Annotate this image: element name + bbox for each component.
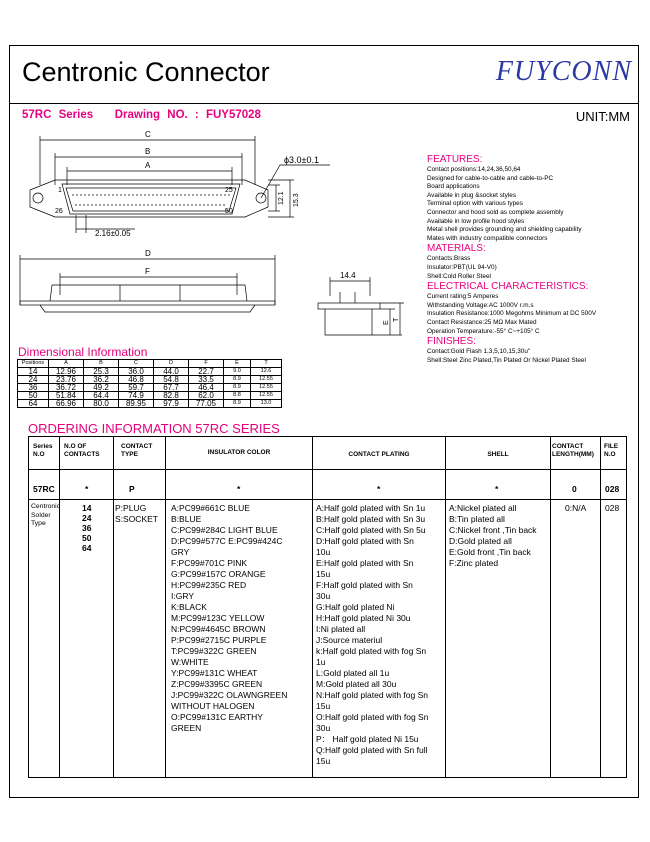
insulator-color-option: WITHOUT HALOGEN (171, 701, 255, 711)
electrical-heading: ELECTRICAL CHARACTERISTICS: (427, 281, 589, 293)
dimensions-cell: 66.96 (49, 400, 84, 408)
feature-item: Connector and hood sold as complete assembly (427, 208, 564, 216)
shell-option: D:Gold plated all (449, 536, 512, 546)
dimensions-cell: 49.2 (84, 384, 119, 392)
drawing-number: Drawing NO. : FUY57028 (114, 109, 261, 121)
shell-option: B:Tin plated all (449, 514, 505, 524)
dimensions-cell: 23.76 (49, 376, 84, 384)
contact-plating-option: Q:Half gold plated with Sn full (316, 745, 428, 755)
contact-plating-option: J:Source materiul (316, 635, 383, 645)
series-desc-line: Type (31, 520, 46, 527)
contact-plating-option: 1u (316, 657, 326, 667)
dimensions-heading: Dimensional Information (18, 345, 148, 359)
dimensions-cell: 80.0 (84, 400, 119, 408)
width-14-4-label: 14.4 (340, 271, 356, 280)
finish-item: Shell:Steel Zinc Plated,Tin Plated Or Nickel Plated Steel (427, 356, 586, 364)
dimensions-cell: 25.3 (84, 368, 119, 376)
insulator-color-option: W:WHITE (171, 657, 209, 667)
code-series: 57RC (33, 484, 55, 494)
dimensions-cell: 8.9 (224, 384, 251, 392)
electrical-item: Current rating:5 Amperes (427, 293, 499, 301)
contact-plating-option: F:Half gold plated with Sn (316, 580, 413, 590)
page-title: Centronic Connector (22, 57, 270, 87)
insulator-color-option: O:PC99#131C EARTHY (171, 712, 263, 722)
contact-plating-option: O:Half gold plated with fog Sn (316, 712, 429, 722)
code-plating: * (377, 484, 381, 494)
dimensions-cell: 8.8 (224, 392, 251, 400)
height-12-1-label: 12.1 (278, 191, 285, 205)
dimensions-cell: 24 (18, 376, 49, 384)
col-divider (59, 437, 60, 777)
contact-plating-option: 15u (316, 756, 331, 766)
contact-plating-option: D:Half gold plated with Sn (316, 536, 414, 546)
dimensions-header-cell: D (154, 360, 189, 368)
feature-item: Available in plug &socket styles (427, 191, 517, 199)
dimensions-cell: 13.0 (251, 400, 282, 408)
series-desc-line: Solder (31, 511, 51, 519)
height-15-3-label: 15.3 (293, 193, 300, 207)
dim-d-label: D (145, 249, 151, 258)
dim-c-label: C (145, 130, 151, 139)
dimensions-cell: 46.4 (189, 384, 224, 392)
insulator-color-option: A:PC99#661C BLUE (171, 503, 250, 513)
dimensions-cell: 74.9 (119, 392, 154, 400)
contact-plating-option: 30u (316, 591, 331, 601)
hole-dim-label: ϕ3.0±0.1 (284, 155, 320, 165)
dimensions-header-cell: C (119, 360, 154, 368)
shell-option: C:Nickel front ,Tin back (449, 525, 537, 535)
dimensions-cell: 14 (18, 368, 49, 376)
dimensions-header-cell: T (251, 360, 282, 368)
header-contacts: N.O OF CONTACTS (64, 443, 100, 458)
shell-list (449, 503, 549, 569)
insulator-color-option: M:PC99#123C YELLOW (171, 613, 265, 623)
materials-list (427, 255, 637, 281)
contact-types-list (115, 503, 158, 525)
pin-50-label: 50 (225, 208, 233, 215)
col-divider (165, 437, 166, 777)
brand-logo: FUYCONN (495, 56, 632, 87)
header-type: CONTACT TYPE (121, 443, 153, 458)
dimensions-cell: 89.95 (119, 400, 154, 408)
code-contacts: * (85, 484, 89, 494)
dimensions-cell: 9.0 (224, 368, 251, 376)
dimensions-cell: 51.84 (49, 392, 84, 400)
dimensions-cell: 33.5 (189, 376, 224, 384)
feature-item: Terminal option with various types (427, 200, 523, 208)
series-label: 57RC Series (22, 109, 94, 121)
dimensions-header-cell: A (49, 360, 84, 368)
contact-plating-option: A:Half gold plated with Sn 1u (316, 503, 426, 513)
length-value: 0:N/A (565, 503, 587, 513)
code-insulator: * (237, 484, 241, 494)
col-divider (113, 437, 114, 777)
contact-plating-option: E:Half gold plated with Sn (316, 558, 414, 568)
dimensions-header-cell: E (224, 360, 251, 368)
shell-option: F:Zinc plated (449, 558, 499, 568)
dimensions-cell: 36.72 (49, 384, 84, 392)
insulator-color-option: I:GRY (171, 591, 194, 601)
row-divider (29, 499, 626, 500)
dimensions-cell: 22.7 (189, 368, 224, 376)
contacts-list (82, 503, 91, 553)
contact-count-option: 24 (82, 513, 92, 523)
contact-plating-option: P： Half gold plated Ni 15u (316, 734, 419, 744)
dimensions-cell: 12.55 (251, 392, 282, 400)
dimensions-cell: 82.8 (154, 392, 189, 400)
features-list (427, 166, 637, 243)
dimensions-cell: 46.8 (119, 376, 154, 384)
contact-plating-option: k:Half gold plated with fog Sn (316, 646, 427, 656)
electrical-list (427, 293, 637, 336)
dimensions-header-cell: F (189, 360, 224, 368)
col-divider (550, 437, 551, 777)
dimensions-cell: 12.55 (251, 384, 282, 392)
header-plating: CONTACT PLATING (348, 451, 410, 458)
material-item: Insulator:PBT(UL 94-V0) (427, 263, 497, 271)
insulator-color-option: K:BLACK (171, 602, 207, 612)
insulator-color-option: H:PC99#235C RED (171, 580, 247, 590)
contact-plating-option: 30u (316, 723, 331, 733)
material-item: Shell:Cold Roller Steel (427, 272, 491, 280)
electrical-item: Withstanding Voltage:AC 1000V r.m.s (427, 301, 534, 309)
insulator-color-option: P:PC99#2715C PURPLE (171, 635, 267, 645)
contact-plating-option: G:Half gold plated Ni (316, 602, 395, 612)
insulator-color-option: G:PC99#157C ORANGE (171, 569, 266, 579)
insulator-color-option: F:PC99#701C PINK (171, 558, 248, 568)
contact-plating-option: 15u (316, 569, 331, 579)
pin-26-label: 26 (55, 208, 63, 215)
shell-option: A:Nickel plated all (449, 503, 517, 513)
contact-type-option: P:PLUG (115, 503, 147, 513)
feature-item: Available in low profile hood styles (427, 217, 525, 225)
header-series: Series N.O (33, 443, 53, 458)
insulator-color-option: B:BLUE (171, 514, 202, 524)
insulator-color-option: J:PC99#322C OLAWNGREEN (171, 690, 288, 700)
series-description (31, 503, 60, 529)
code-length: 0 (572, 484, 577, 494)
contact-plating-option: I:Ni plated all (316, 624, 366, 634)
dimensions-cell: 36.0 (119, 368, 154, 376)
dimensions-cell: 54.8 (154, 376, 189, 384)
ordering-table (28, 436, 627, 778)
dim-f-label: F (145, 267, 150, 276)
unit-label: UNIT:MM (575, 109, 630, 124)
dimensions-header-cell: Positions (18, 360, 49, 368)
contact-count-option: 14 (82, 503, 92, 513)
dimensions-cell: 8.9 (224, 376, 251, 384)
feature-item: Metal shell provides grounding and shielding capability (427, 226, 582, 234)
finishes-heading: FINISHES: (427, 336, 476, 348)
dimensions-cell: 36 (18, 384, 49, 392)
dimensions-cell: 50 (18, 392, 49, 400)
dimensions-cell: 62.0 (189, 392, 224, 400)
dimensions-cell: 12.55 (251, 376, 282, 384)
dimensions-cell: 36.2 (84, 376, 119, 384)
contact-plating-option: M:Gold plated all 30u (316, 679, 397, 689)
dim-e-label: E (383, 320, 390, 325)
contact-plating-option: 10u (316, 547, 331, 557)
insulator-color-option: T:PC99#322C GREEN (171, 646, 257, 656)
contact-count-option: 50 (82, 533, 92, 543)
dimensions-row (18, 400, 282, 408)
dim-b-label: B (145, 147, 151, 156)
contact-plating-option: B:Half gold plated with Sn 3u (316, 514, 426, 524)
finish-item: Contact:Gold Flash 1,3,5,10,15,30u" (427, 348, 531, 356)
shell-option: E:Gold front ,Tin back (449, 547, 531, 557)
dimensions-cell: 64.4 (84, 392, 119, 400)
feature-item: Mates with industry compatible connectors (427, 234, 548, 242)
code-file: 028 (605, 484, 620, 494)
dim-a-label: A (145, 161, 151, 170)
row-divider (29, 469, 626, 470)
contact-plating-list (316, 503, 446, 767)
insulator-color-option: Y:PC99#131C WHEAT (171, 668, 258, 678)
material-item: Contacts:Brass (427, 255, 471, 263)
header-length: CONTACT LENGTH(MM) (552, 443, 594, 458)
dimensions-cell: 67.7 (154, 384, 189, 392)
contact-count-option: 64 (82, 543, 92, 553)
contact-plating-option: C:Half gold plated with Sn 5u (316, 525, 426, 535)
specifications-block (427, 154, 637, 365)
dim-t-label: T (393, 317, 400, 322)
dimensions-header-cell: B (84, 360, 119, 368)
dimensions-cell: 59.7 (119, 384, 154, 392)
col-divider (312, 437, 313, 777)
electrical-item: Contact Resistance:25 MΩ Max Mated (427, 318, 537, 326)
code-type: P (129, 484, 135, 494)
pitch-dim-label: 2.16±0.05 (95, 229, 131, 238)
contact-type-option: S:SOCKET (115, 514, 158, 524)
feature-item: Contact positions:14,24,36,50,64 (427, 166, 521, 173)
header-insulator: INSULATOR COLOR (207, 449, 271, 456)
dimensions-cell: 12.96 (49, 368, 84, 376)
code-shell: * (495, 484, 499, 494)
header-shell: SHELL (487, 451, 509, 458)
dimensions-cell: 77.05 (189, 400, 224, 408)
dimensions-cell: 8.9 (224, 400, 251, 408)
header-file: FILE N.O (604, 443, 619, 458)
insulator-colors-list (171, 503, 311, 734)
finishes-list (427, 348, 637, 365)
insulator-color-option: C:PC99#284C LIGHT BLUE (171, 525, 278, 535)
series-desc-line: Centronic (31, 503, 61, 510)
contact-plating-option: H:Half gold plated Ni 30u (316, 613, 411, 623)
contact-plating-option: N:Half gold plated with fog Sn (316, 690, 428, 700)
materials-heading: MATERIALS: (427, 243, 486, 255)
features-heading: FEATURES: (427, 154, 483, 165)
insulator-color-option: N:PC99#4645C BROWN (171, 624, 266, 634)
pin-1-label: 1 (58, 187, 62, 194)
file-value: 028 (605, 503, 620, 513)
pin-25-label: 25 (225, 187, 233, 194)
dimensions-cell: 64 (18, 400, 49, 408)
electrical-item: Operation Temperature:-55° C~+105° C (427, 327, 540, 335)
insulator-color-option: GRY (171, 547, 190, 557)
contact-plating-option: 15u (316, 701, 331, 711)
ordering-heading: ORDERING INFORMATION 57RC SERIES (28, 421, 280, 436)
insulator-color-option: GREEN (171, 723, 202, 733)
insulator-color-option: Z:PC99#3395C GREEN (171, 679, 263, 689)
dimensions-cell: 44.0 (154, 368, 189, 376)
contact-count-option: 36 (82, 523, 92, 533)
col-divider (600, 437, 601, 777)
insulator-color-option: D:PC99#577C E:PC99#424C (171, 536, 283, 546)
dimensions-cell: 12.6 (251, 368, 282, 376)
electrical-item: Insulation Resistance:1000 Megohms Minimum at DC 500V (427, 310, 597, 318)
dimensions-table (17, 359, 282, 408)
feature-item: Board applications (427, 183, 480, 191)
feature-item: Designed for cable-to-cable and cable-to-PC (427, 174, 554, 182)
contact-plating-option: L:Gold plated all 1u (316, 668, 390, 678)
dimensions-cell: 97.9 (154, 400, 189, 408)
